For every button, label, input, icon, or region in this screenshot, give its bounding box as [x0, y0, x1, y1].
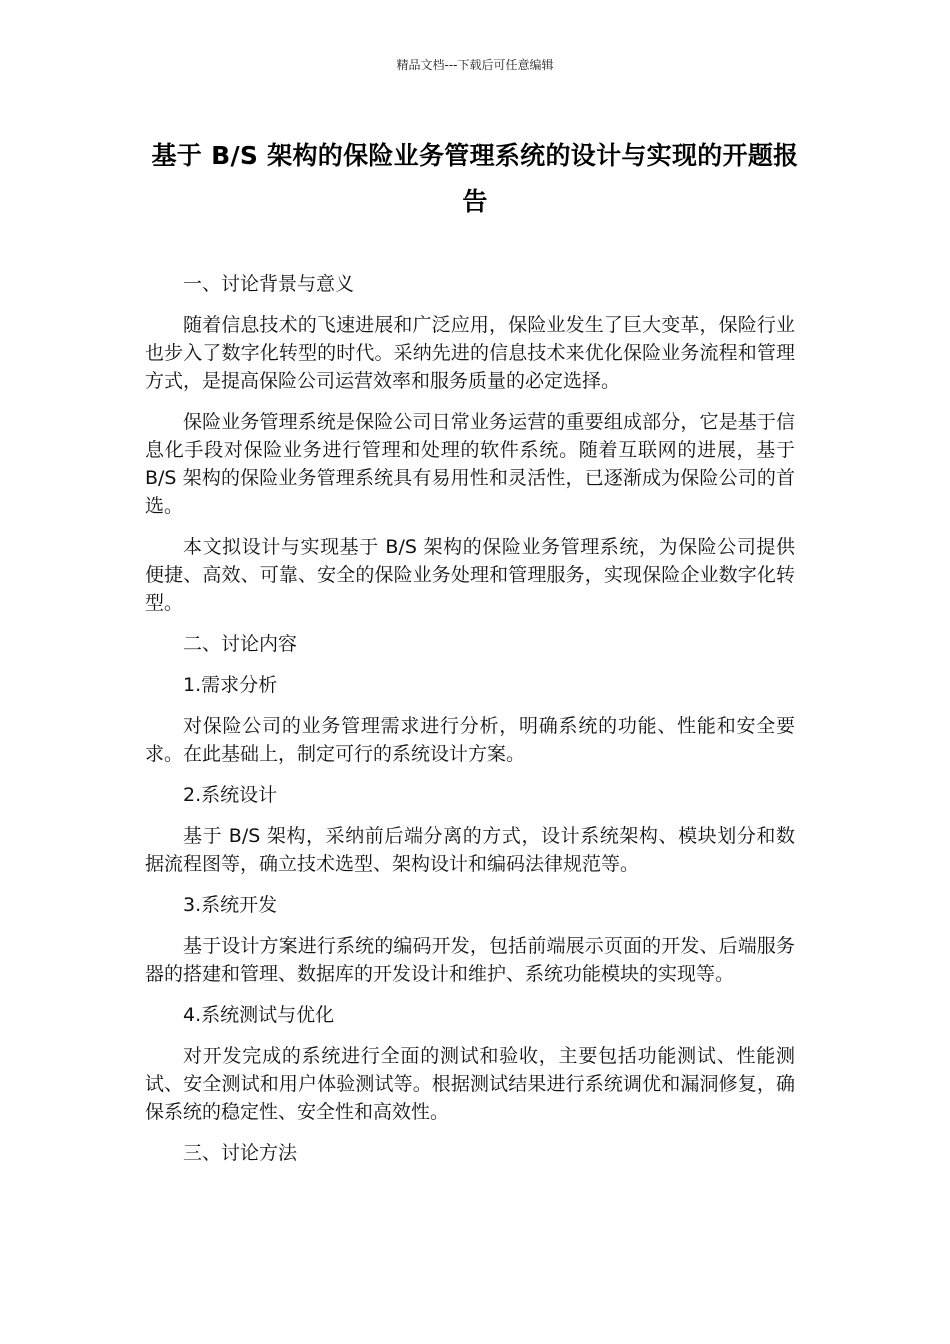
section-heading-content: 二、讨论内容	[183, 633, 298, 655]
subheading-development: 3.系统开发	[183, 894, 278, 916]
document-body	[145, 270, 795, 1180]
document-title: 基于 B/S 架构的保险业务管理系统的设计与实现的开题报告	[151, 141, 799, 216]
section-heading-background: 一、讨论背景与意义	[183, 273, 355, 295]
paragraph-requirements: 对保险公司的业务管理需求进行分析，明确系统的功能、性能和安全要求。在此基础上，制定可行的系统设计方案。	[145, 715, 795, 765]
header-note: 精品文档---下载后可任意编辑	[396, 58, 554, 72]
section-heading-methods: 三、讨论方法	[183, 1142, 298, 1164]
paragraph-testing: 对开发完成的系统进行全面的测试和验收，主要包括功能测试、性能测试、安全测试和用户体验测试等。根据测试结果进行系统调优和漏洞修复，确保系统的稳定性、安全性和高效性。	[145, 1045, 795, 1123]
paragraph-design: 基于 B/S 架构，采纳前后端分离的方式，设计系统架构、模块划分和数据流程图等，确立技术选型、架构设计和编码法律规范等。	[145, 825, 795, 875]
paragraph-background-1: 随着信息技术的飞速进展和广泛应用，保险业发生了巨大变革，保险行业也步入了数字化转型的时代。采纳先进的信息技术来优化保险业务流程和管理方式，是提高保险公司运营效率和服务质量的必定选择。	[145, 314, 795, 392]
subheading-design: 2.系统设计	[183, 784, 278, 806]
paragraph-background-3: 本文拟设计与实现基于 B/S 架构的保险业务管理系统，为保险公司提供便捷、高效、可靠、安全的保险业务处理和管理服务，实现保险企业数字化转型。	[145, 536, 795, 614]
subheading-testing: 4.系统测试与优化	[183, 1004, 335, 1026]
subheading-requirements: 1.需求分析	[183, 674, 278, 696]
paragraph-development: 基于设计方案进行系统的编码开发，包括前端展示页面的开发、后端服务器的搭建和管理、数据库的开发设计和维护、系统功能模块的实现等。	[145, 935, 795, 985]
paragraph-background-2: 保险业务管理系统是保险公司日常业务运营的重要组成部分，它是基于信息化手段对保险业务进行管理和处理的软件系统。随着互联网的进展，基于 B/S 架构的保险业务管理系统具有易用性和灵活性，已逐渐成为保险公司的首选。	[145, 411, 795, 517]
